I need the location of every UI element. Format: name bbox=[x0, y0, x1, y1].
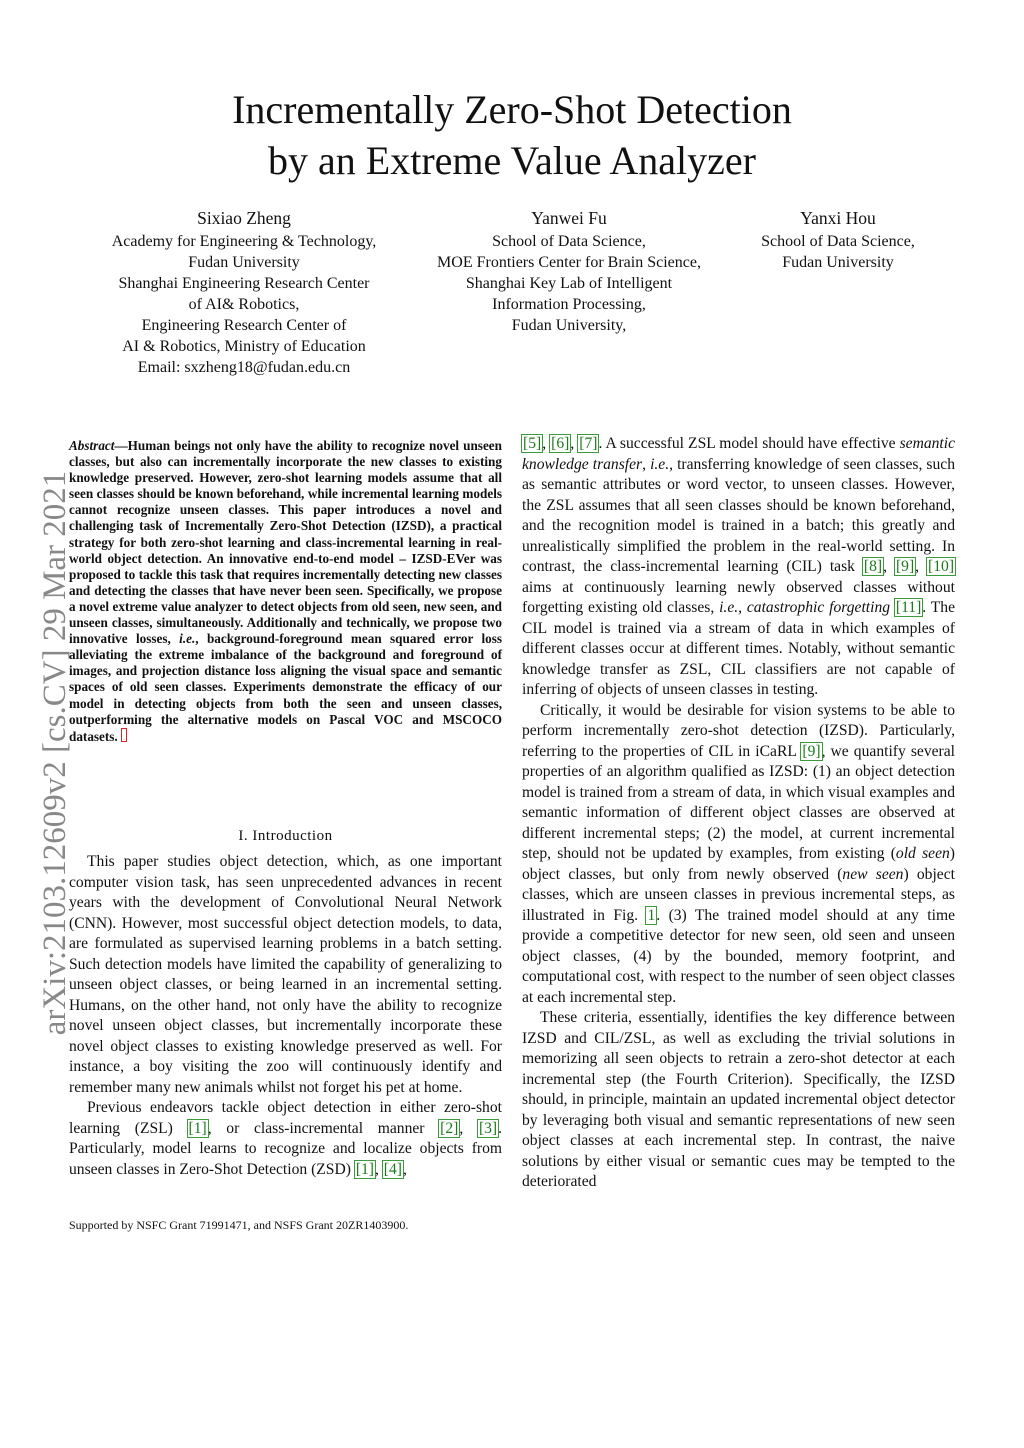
author-name: Sixiao Zheng bbox=[197, 208, 291, 228]
author-affiliation: Fudan University, bbox=[511, 317, 627, 334]
author-block-2 bbox=[410, 207, 728, 336]
text-span: Critically, it would be desirable for vision systems to be able to perform incrementally zero-shot detection (IZSD). Particularly, referring to the properties of CIL in iCaRL bbox=[522, 701, 955, 760]
author-affiliation: Fudan University bbox=[782, 254, 894, 271]
citation-link[interactable]: [5] bbox=[523, 435, 542, 452]
text-span: semantic knowledge transfer bbox=[522, 435, 956, 473]
text-span: , bbox=[542, 435, 551, 452]
author-affiliation: Information Processing, bbox=[492, 296, 646, 313]
author-affiliation: Shanghai Key Lab of Intelligent bbox=[465, 275, 673, 292]
text-span: , bbox=[375, 1160, 383, 1178]
intro-paragraph: This paper studies object detection, which, as one important computer vision task, has seen unprecedented advances in recent years with the development of Convolutional Neural Network (CNN). However, most successful object detection models, to data, are formulated as supervised learning problems in a batch setting. Such detection models have limited the capability of generalizing to unseen object classes, or being learned in an incremental setting. Humans, on the other hand, not only have the ability to recognize novel unseen object classes, but incrementally incorporate these novel object classes to existing knowledge preserved as well. For instance, a boy visiting the zoo will continuously identify and remember many new animals whilst not forget his pet at home. bbox=[69, 853, 502, 1096]
citation-link[interactable]: [6] bbox=[551, 435, 570, 452]
text-span: , bbox=[883, 558, 895, 575]
intro-paragraph: These criteria, essentially, identifies the key difference between IZSD and CIL/ZSL, as well as excluding the trivial solutions in memorizing all seen objects to retrain a zero-shot detector at each incremental step (the Fourth Criterion). Specifically, the IZSD should, in principle, maintain an updated incremental object detector by leveraging both visual and semantic representations of new seen object classes at each incremental step. In contrast, the naive solutions by either visual or semantic cues may be tempted to the deteriorated bbox=[522, 1009, 955, 1190]
citation-link[interactable]: [4] bbox=[383, 1160, 402, 1178]
text-span: . A successful ZSL model should have effective bbox=[598, 435, 900, 452]
author-affiliation: School of Data Science, bbox=[761, 233, 915, 250]
author-affiliation: AI & Robotics, Ministry of Education bbox=[122, 338, 366, 355]
author-name: Yanwei Fu bbox=[531, 208, 607, 228]
author-email: Email: sxzheng18@fudan.edu.cn bbox=[137, 359, 351, 376]
text-span: . The CIL model is trained via a stream of data in which examples of different classes occur at different times. Notably, without semantic knowledge transfer as ZSL, CIL classifiers are not capable of inferring of objects of unseen classes in testing. bbox=[522, 599, 955, 698]
text-span: , bbox=[402, 1160, 407, 1178]
citation-link[interactable]: [2] bbox=[440, 1119, 459, 1137]
arxiv-stamp: arXiv:2103.12609v2 [cs.CV] 29 Mar 2021 bbox=[37, 470, 73, 1036]
text-span: i.e. bbox=[650, 455, 670, 473]
author-affiliation: Engineering Research Center of bbox=[141, 317, 347, 334]
citation-link[interactable]: [10] bbox=[928, 558, 955, 575]
text-span: i.e., catastrophic forgetting bbox=[719, 599, 891, 616]
footnote: Supported by NSFC Grant 71991471, and NSFS Grant 20ZR1403900. bbox=[69, 1218, 409, 1232]
abstract-ie: i.e. bbox=[179, 631, 196, 647]
paper-title bbox=[0, 84, 1024, 186]
intro-right-column bbox=[522, 434, 955, 1193]
citation-link[interactable]: [9] bbox=[895, 558, 915, 575]
text-span: . (3) The trained model should at any time provide a competitive detector for new seen, old seen and unseen object classes, (4) by the bounded, memory footprint, and computational cost, with respect to the number of seen object classes at each incremental step. bbox=[522, 906, 955, 1006]
citation-link[interactable]: [7] bbox=[579, 435, 598, 452]
text-span: Previous endeavors tackle object detection in either zero-shot learning (ZSL) bbox=[69, 1099, 502, 1137]
text-span: . Particularly, model learns to recognize and localize objects from unseen classes in Zero-Shot Detection (ZSD) bbox=[69, 1119, 503, 1178]
text-span: , or class-incremental manner bbox=[207, 1119, 440, 1137]
text-span: , bbox=[642, 455, 651, 473]
figure-link[interactable]: 1 bbox=[647, 906, 656, 924]
intro-left-column bbox=[69, 852, 502, 1180]
citation-link[interactable]: [11] bbox=[895, 599, 922, 616]
author-name: Yanxi Hou bbox=[800, 208, 876, 228]
citation-link[interactable]: [3] bbox=[478, 1119, 498, 1137]
text-span: , bbox=[915, 558, 928, 575]
author-block-1 bbox=[90, 207, 398, 378]
section-heading: I. Introduction bbox=[238, 828, 333, 844]
intro-paragraph bbox=[522, 434, 955, 701]
title-line-1: Incrementally Zero-Shot Detection bbox=[232, 87, 792, 132]
citation-link[interactable]: [1] bbox=[188, 1119, 207, 1137]
text-span: old seen bbox=[895, 845, 950, 862]
citation-link[interactable]: [1] bbox=[355, 1160, 374, 1178]
citation-link[interactable]: [9] bbox=[802, 742, 821, 760]
footnote-link-icon[interactable] bbox=[121, 728, 127, 742]
text-span: ) object classes, which are unseen classes in previous incremental steps, as illustrated in Fig. bbox=[522, 865, 955, 924]
text-span: new seen bbox=[842, 865, 904, 883]
author-block-3 bbox=[738, 207, 938, 273]
text-span: , transferring knowledge of seen classes, such as semantic attributes or word vector, to unseen classes. However, the ZSL assumes that all seen classes should be known beforehand, and the recognition model is trained in a batch; this greatly and unrealistically simplified the problem in the real-world setting. In contrast, the class-incremental learning (CIL) task bbox=[522, 455, 955, 575]
author-affiliation: MOE Frontiers Center for Brain Science, bbox=[437, 254, 701, 271]
author-affiliation: Fudan University bbox=[188, 254, 300, 271]
intro-paragraph bbox=[69, 1098, 502, 1180]
author-affiliation: Academy for Engineering & Technology, bbox=[111, 233, 377, 250]
author-affiliation: Shanghai Engineering Research Center bbox=[118, 275, 370, 292]
text-span: aims at continuously learning newly observed classes without forgetting existing old classes, bbox=[522, 578, 955, 616]
text-span: , bbox=[459, 1119, 478, 1137]
text-span: ) object classes, but only from newly observed ( bbox=[522, 845, 955, 883]
title-line-2: by an Extreme Value Analyzer bbox=[268, 138, 756, 183]
abstract-lead: Abstract bbox=[69, 438, 115, 453]
author-affiliation: School of Data Science, bbox=[492, 233, 646, 250]
abstract-text: —Human beings not only have the ability to recognize novel unseen classes, but also can incrementally incorporate the new classes to existing knowledge preserved. However, zero-shot learning models assume that all seen classes should be known beforehand, while incremental learning models cannot recognize unseen classes. This paper introduces a novel and challenging task of Incrementally Zero-Shot Detection (IZSD), a practical strategy for both zero-shot learning and class-incremental learning in real-world object detection. An innovative end-to-end model – IZSD-EVer was proposed to tackle this task that requires incrementally detecting new classes and detecting the classes that have never been seen. Specifically, we propose a novel extreme value analyzer to detect objects from old seen, new seen, and unseen classes, simultaneously. Additionally and technically, we propose two innovative losses, bbox=[69, 438, 502, 647]
author-affiliation: of AI& Robotics, bbox=[188, 296, 300, 313]
citation-link[interactable]: [8] bbox=[863, 558, 883, 575]
intro-paragraph bbox=[522, 701, 955, 1009]
abstract bbox=[69, 438, 502, 745]
abstract-text: , background-foreground mean squared error loss alleviating the extreme imbalance of the background and foreground of images, and projection distance loss aligning the visual space and semantic spaces of old seen classes. Experiments demonstrate the efficacy of our model in detecting objects from both the seen and unseen classes, outperforming the alternative models on Pascal VOC and MSCOCO datasets. bbox=[69, 631, 502, 744]
text-span: , we quantify several properties of an algorithm qualified as IZSD: (1) an object detection model is trained from a stream of data, in which visual examples and semantic information of different object classes are observed at different incremental steps; (2) the model, at current incremental step, should not be updated by examples, from existing ( bbox=[522, 742, 956, 862]
text-span: , bbox=[570, 435, 579, 452]
